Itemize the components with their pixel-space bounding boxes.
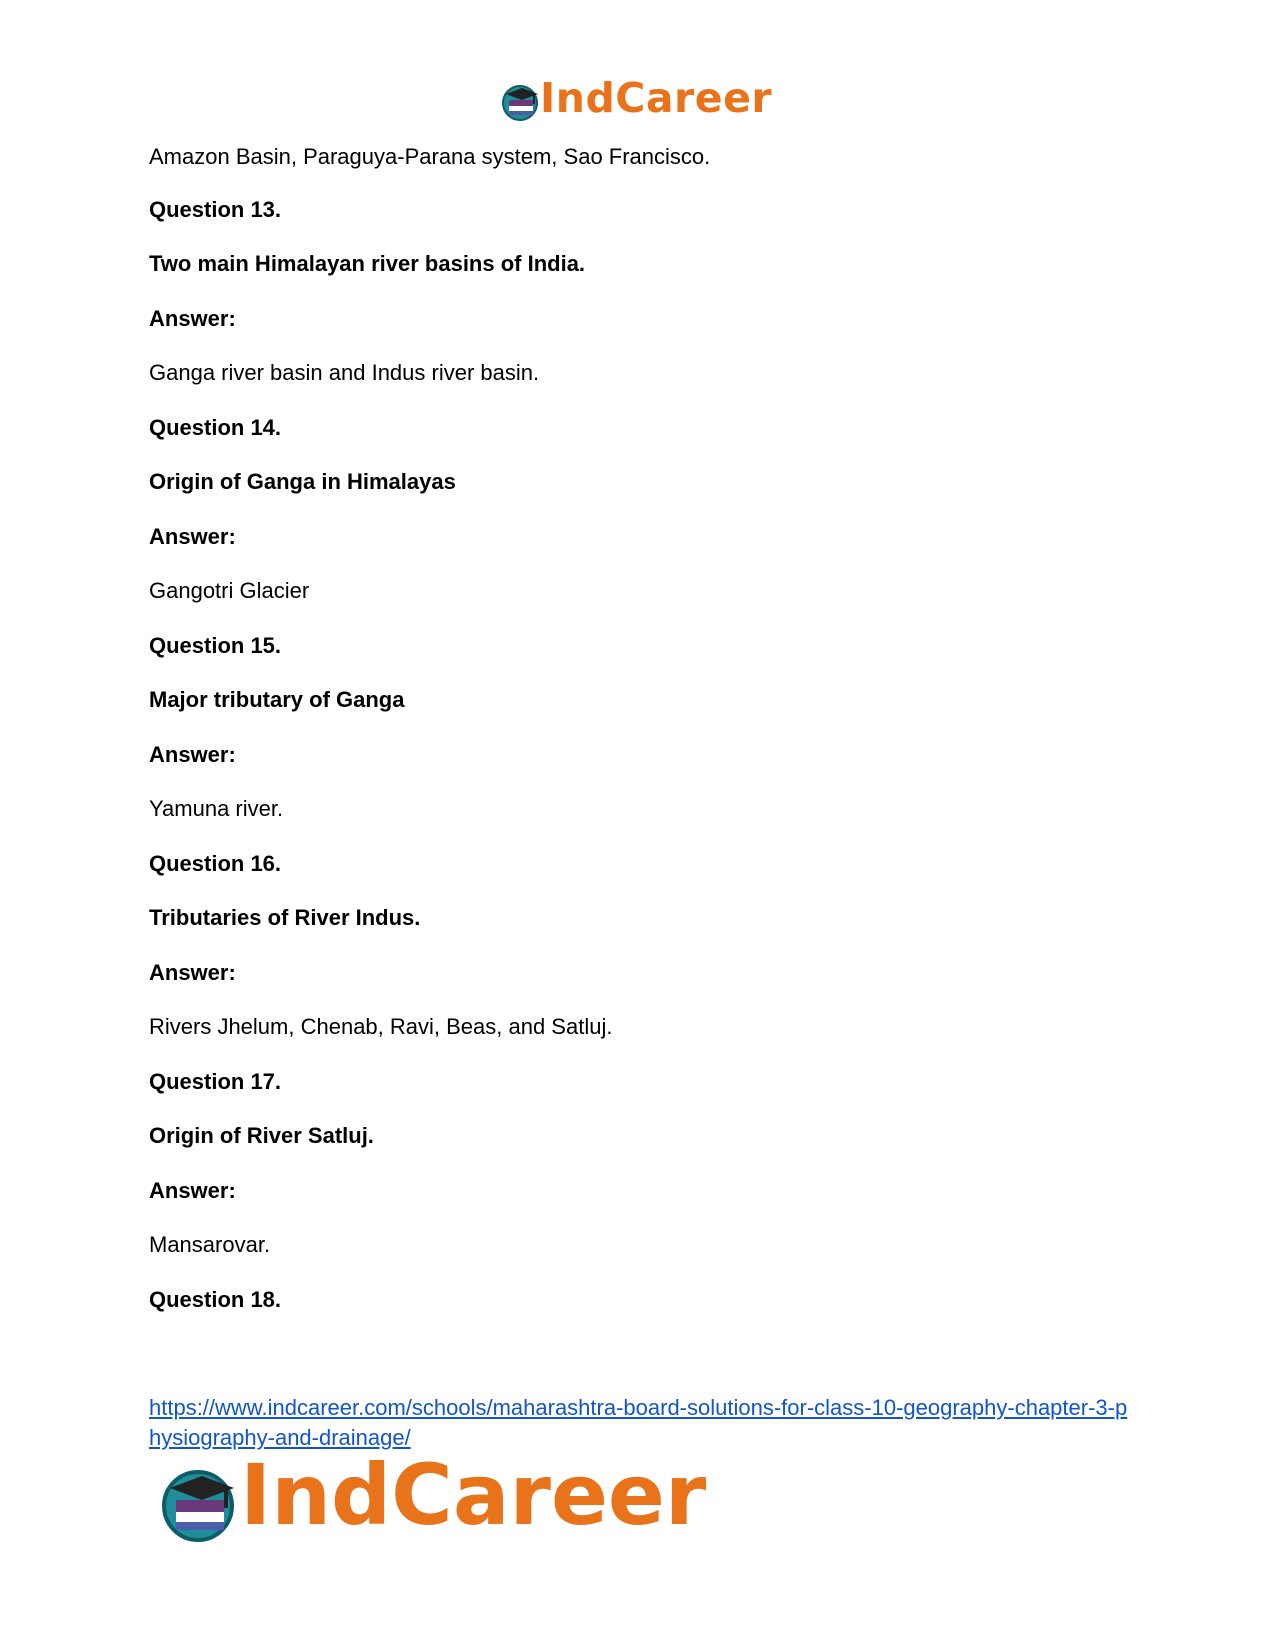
footer-logo <box>158 1446 718 1550</box>
graduation-globe-icon <box>500 82 540 122</box>
answer-label: Answer: <box>149 960 236 985</box>
question-number: Question 14. <box>149 415 282 440</box>
graduation-globe-icon <box>158 1464 238 1544</box>
question-text: Origin of Ganga in Himalayas <box>149 469 456 494</box>
source-url-link[interactable]: https://www.indcareer.com/schools/maharashtra-board-solutions-for-class-10-geography-chapter-3-physiography-and-drainage/ <box>149 1395 1128 1450</box>
question-text: Two main Himalayan river basins of India. <box>149 251 586 276</box>
question-number: Question 17. <box>149 1069 282 1094</box>
answer-text: Rivers Jhelum, Chenab, Ravi, Beas, and Satluj. <box>149 1014 613 1039</box>
answer-label: Answer: <box>149 306 236 331</box>
answer-text: Yamuna river. <box>149 796 284 821</box>
question-text: Major tributary of Ganga <box>149 687 405 712</box>
answer-text: Gangotri Glacier <box>149 578 310 603</box>
footer-logo-text: IndCareer <box>240 1446 707 1544</box>
answer-label: Answer: <box>149 742 236 767</box>
question-number: Question 18. <box>149 1287 282 1312</box>
answer-label: Answer: <box>149 1178 236 1203</box>
answer-text: Ganga river basin and Indus river basin. <box>149 360 540 385</box>
header-logo <box>500 74 773 128</box>
question-number: Question 13. <box>149 197 282 222</box>
question-text: Tributaries of River Indus. <box>149 905 421 930</box>
question-number: Question 15. <box>149 633 282 658</box>
answer-label: Answer: <box>149 524 236 549</box>
content-line: Amazon Basin, Paraguya-Parana system, Sao Francisco. <box>149 144 711 169</box>
answer-text: Mansarovar. <box>149 1232 271 1257</box>
question-text: Origin of River Satluj. <box>149 1123 374 1148</box>
question-number: Question 16. <box>149 851 282 876</box>
header-logo-text: IndCareer <box>540 74 773 122</box>
